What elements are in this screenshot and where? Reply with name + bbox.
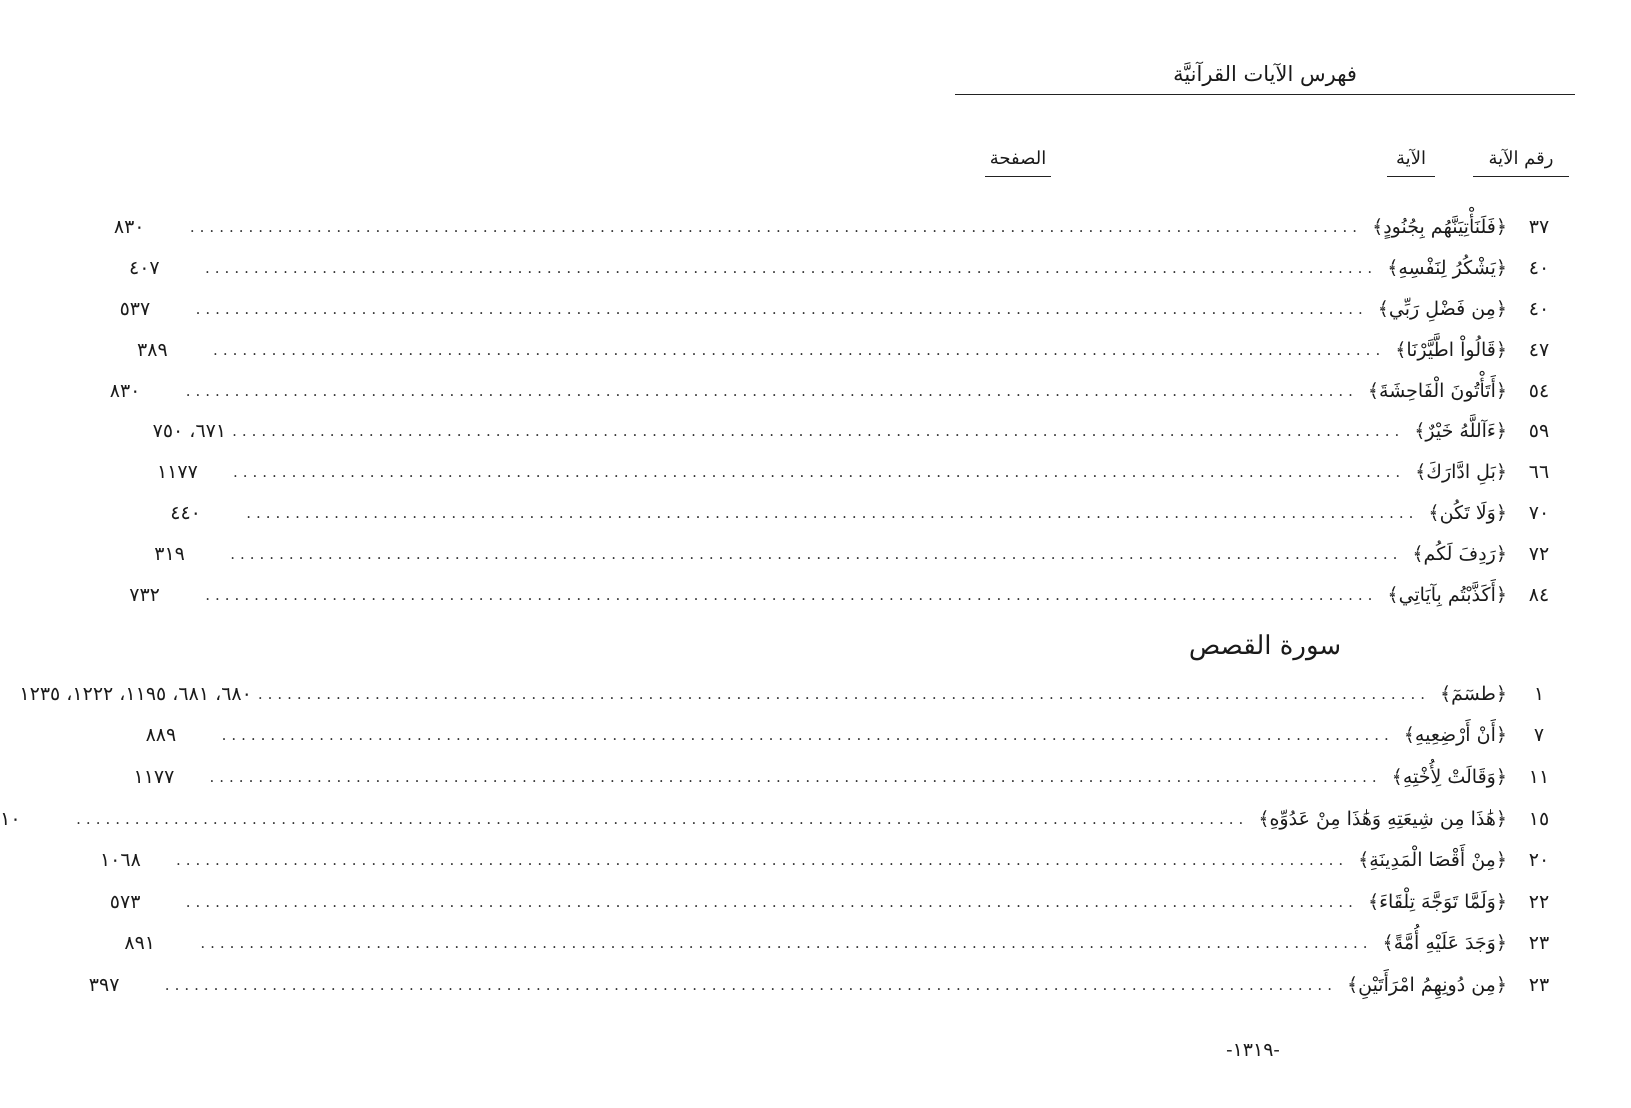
verse-text-wrapper xyxy=(1364,891,1507,913)
dot-leader: ........................................................................................................................ xyxy=(221,726,1394,745)
verse-number: ٢٣ xyxy=(1528,932,1550,955)
page-reference: ٨٣٠ xyxy=(113,216,145,239)
index-row xyxy=(109,881,1571,923)
verse-number: ١٥ xyxy=(1528,807,1550,830)
dot-leader: ........................................................................................................................ xyxy=(185,381,1358,400)
verse-number: ٧٢ xyxy=(1528,542,1550,565)
verse-text: وَجَدَ عَلَيْهِ أُمَّةً xyxy=(1393,932,1496,955)
verse-number: ١١ xyxy=(1528,765,1550,788)
verse-text: هَٰذَا مِن شِيعَتِهِ وَهَٰذَا مِنْ عَدُوِّهِ xyxy=(1269,807,1496,830)
verse-number: ٣٧ xyxy=(1528,216,1550,239)
verse-text-wrapper xyxy=(1364,380,1507,402)
column-header-underline xyxy=(1387,176,1435,177)
surah-heading: سورة القصص xyxy=(1188,631,1342,661)
verse-number: ٤٧ xyxy=(1528,338,1550,361)
ornate-bracket-close: ﴾ xyxy=(1372,216,1384,239)
page-reference: ٤٠٧ xyxy=(129,257,160,280)
page-reference: ٥٣٧ xyxy=(119,297,151,320)
ornate-bracket-close: ﴾ xyxy=(1387,257,1399,280)
verse-text-wrapper xyxy=(1408,543,1507,565)
page-reference: ٨٩١ xyxy=(124,932,155,955)
ornate-bracket-open: ﴿ xyxy=(1495,849,1507,872)
verse-text-wrapper xyxy=(1411,461,1507,483)
index-row xyxy=(119,289,1571,330)
verse-text: وَلَمَّا تَوَجَّهَ تِلْقَاءَ xyxy=(1379,890,1496,913)
ornate-bracket-open: ﴿ xyxy=(1495,542,1507,565)
index-row xyxy=(170,493,1571,534)
ornate-bracket-close: ﴾ xyxy=(1415,461,1427,484)
page-reference: ٣٩٧ xyxy=(88,973,120,996)
index-row xyxy=(152,411,1571,452)
column-header-underline xyxy=(985,176,1051,177)
dot-leader: ........................................................................................................................ xyxy=(232,463,1406,482)
index-row xyxy=(99,839,1571,881)
verse-number: ٤٠ xyxy=(1528,257,1550,280)
verse-text: فَلَنَأْتِيَنَّهُم بِجُنُودٍ xyxy=(1383,216,1496,239)
dot-leader: ........................................................................................................................ xyxy=(205,259,1378,278)
dot-leader: ........................................................................................................................ xyxy=(195,299,1368,318)
verse-text-wrapper xyxy=(1391,339,1507,361)
dot-leader: ........................................................................................................................ xyxy=(76,809,1249,828)
verse-text-wrapper xyxy=(1410,420,1507,442)
ornate-bracket-open: ﴿ xyxy=(1495,338,1507,361)
page-reference: ٦٨٠، ٦٨١، ١١٩٥، ١٢٢٢، ١٢٣٥ xyxy=(19,682,252,705)
ornate-bracket-close: ﴾ xyxy=(1377,297,1389,320)
dot-leader: ........................................................................................................................ xyxy=(175,851,1349,870)
dot-leader: ........................................................................................................................ xyxy=(164,975,1337,994)
verse-text: ءَآللَّهُ خَيْرٌ xyxy=(1425,420,1496,443)
verse-number: ٢٠ xyxy=(1528,849,1550,872)
ornate-bracket-open: ﴿ xyxy=(1495,216,1507,239)
ornate-bracket-open: ﴿ xyxy=(1495,420,1507,443)
ornate-bracket-open: ﴿ xyxy=(1495,973,1507,996)
verse-text-wrapper xyxy=(1424,502,1507,524)
running-head-title: فهرس الآيات القرآنيَّة xyxy=(1173,62,1357,86)
index-row xyxy=(156,452,1571,493)
verse-number: ٨٤ xyxy=(1528,583,1550,606)
verse-text: طسٓمٓ xyxy=(1451,682,1496,705)
verse-number: ٧٠ xyxy=(1528,501,1550,524)
ornate-bracket-close: ﴾ xyxy=(1412,542,1424,565)
verse-number: ٧ xyxy=(1533,724,1545,747)
index-row xyxy=(129,574,1571,615)
verse-text-wrapper xyxy=(1368,216,1507,238)
dot-leader: ........................................................................................................................ xyxy=(213,340,1386,359)
verse-number: ٥٩ xyxy=(1528,420,1550,443)
verse-text-wrapper xyxy=(1379,932,1507,954)
ornate-bracket-open: ﴿ xyxy=(1495,501,1507,524)
page-number: -١٣١٩- xyxy=(1226,1039,1280,1061)
page-reference: ٨٣٠ xyxy=(109,379,141,402)
header-rule xyxy=(955,94,1575,95)
ornate-bracket-open: ﴿ xyxy=(1495,682,1507,705)
ornate-bracket-open: ﴿ xyxy=(1495,890,1507,913)
dot-leader: ........................................................................................................................ xyxy=(185,892,1358,911)
verse-text: وَلَا تَكُن xyxy=(1439,501,1496,524)
verse-text-wrapper xyxy=(1436,683,1507,705)
ornate-bracket-open: ﴿ xyxy=(1495,257,1507,280)
ornate-bracket-open: ﴿ xyxy=(1495,932,1507,955)
verse-text: مِنْ أَقْصَا الْمَدِينَةِ xyxy=(1369,849,1496,872)
index-row xyxy=(145,715,1571,757)
ornate-bracket-close: ﴾ xyxy=(1382,932,1394,955)
verse-index-section-2 xyxy=(0,673,1571,1006)
ornate-bracket-close: ﴾ xyxy=(1367,890,1380,913)
verse-text: رَدِفَ لَكُم xyxy=(1423,542,1496,565)
page-reference: ٤٤٠ xyxy=(170,501,201,524)
ornate-bracket-open: ﴿ xyxy=(1495,461,1507,484)
verse-text: وَقَالَتْ لِأُخْتِهِ xyxy=(1402,765,1496,788)
ornate-bracket-close: ﴾ xyxy=(1403,724,1415,747)
verse-text-wrapper xyxy=(1254,808,1507,830)
ornate-bracket-open: ﴿ xyxy=(1495,765,1507,788)
verse-text-wrapper xyxy=(1374,298,1507,320)
dot-leader: ........................................................................................................................ xyxy=(257,684,1430,703)
index-row xyxy=(133,756,1571,798)
dot-leader: ........................................................................................................................ xyxy=(189,218,1363,237)
ornate-bracket-open: ﴿ xyxy=(1495,297,1507,320)
column-header-verse-label: الآية xyxy=(1396,148,1426,169)
ornate-bracket-open: ﴿ xyxy=(1495,724,1507,747)
page-reference: ١٠٦٨ xyxy=(99,849,141,872)
verse-number: ٥٤ xyxy=(1528,379,1550,402)
column-header-verse-number-label: رقم الآية xyxy=(1488,148,1554,169)
ornate-bracket-close: ﴾ xyxy=(1367,379,1380,402)
verse-number: ٦٦ xyxy=(1528,461,1550,484)
verse-number: ١ xyxy=(1533,682,1545,705)
page-reference: ١١٧٧ xyxy=(133,765,175,788)
verse-text-wrapper xyxy=(1354,849,1507,871)
ornate-bracket-close: ﴾ xyxy=(1395,338,1407,361)
index-row xyxy=(154,533,1571,574)
column-header-page xyxy=(985,146,1051,177)
verse-number: ٤٠ xyxy=(1528,297,1550,320)
column-header-underline xyxy=(1473,176,1569,177)
verse-text-wrapper xyxy=(1388,766,1507,788)
ornate-bracket-close: ﴾ xyxy=(1414,420,1426,443)
dot-leader: ........................................................................................................................ xyxy=(230,544,1403,563)
column-header-page-label: الصفحة xyxy=(989,148,1047,169)
ornate-bracket-close: ﴾ xyxy=(1358,849,1370,872)
verse-text-wrapper xyxy=(1400,724,1507,746)
index-row xyxy=(129,248,1571,289)
page-reference: ٧٣٢ xyxy=(129,583,160,606)
verse-text: أَتَأْتُونَ الْفَاحِشَةَ xyxy=(1379,379,1496,402)
column-header-verse-number xyxy=(1473,146,1569,177)
verse-text: أَكَذَّبْتُم بِآيَاتِي xyxy=(1398,583,1496,606)
verse-text-wrapper xyxy=(1383,584,1507,606)
index-row xyxy=(137,329,1571,370)
verse-text: قَالُواْ اطَّيَّرْنَا xyxy=(1406,338,1496,361)
dot-leader: ........................................................................................................................ xyxy=(200,934,1373,953)
index-row xyxy=(88,964,1571,1006)
verse-text: يَشْكُرُ لِنَفْسِهِ xyxy=(1398,257,1496,280)
ornate-bracket-open: ﴿ xyxy=(1495,807,1507,830)
verse-number: ٢٢ xyxy=(1528,890,1550,913)
dot-leader: ........................................................................................................................ xyxy=(246,503,1419,522)
page-reference: ٦٧١، ٧٥٠ xyxy=(152,420,227,443)
index-row xyxy=(113,207,1571,248)
ornate-bracket-open: ﴿ xyxy=(1495,583,1507,606)
page-reference: ٥٧٣ xyxy=(109,890,141,913)
ornate-bracket-close: ﴾ xyxy=(1428,501,1440,524)
index-row xyxy=(124,923,1571,965)
index-row xyxy=(19,673,1571,715)
verse-text-wrapper xyxy=(1343,974,1507,996)
verse-text: بَلِ ادَّارَكَ xyxy=(1426,461,1496,484)
verse-text: مِن دُونِهِمُ امْرَأَتَيْنِ xyxy=(1358,973,1496,996)
index-row xyxy=(109,370,1571,411)
page-reference: ٨٨٩ xyxy=(145,724,177,747)
verse-index-section-1 xyxy=(109,207,1571,615)
ornate-bracket-close: ﴾ xyxy=(1258,807,1270,830)
page-reference: ١٠ xyxy=(0,807,21,830)
verse-number: ٢٣ xyxy=(1528,973,1550,996)
page-reference: ١١٧٧ xyxy=(156,461,198,484)
ornate-bracket-close: ﴾ xyxy=(1346,973,1359,996)
index-row xyxy=(0,798,1571,840)
ornate-bracket-open: ﴿ xyxy=(1495,379,1507,402)
page-reference: ٣٨٩ xyxy=(137,338,168,361)
verse-text: مِن فَضْلِ رَبِّي xyxy=(1388,297,1496,320)
ornate-bracket-close: ﴾ xyxy=(1440,682,1452,705)
dot-leader: ........................................................................................................................ xyxy=(205,585,1378,604)
ornate-bracket-close: ﴾ xyxy=(1387,583,1399,606)
page-reference: ٣١٩ xyxy=(154,542,185,565)
dot-leader: ........................................................................................................................ xyxy=(232,422,1405,441)
verse-text: أَنْ أَرْضِعِيهِ xyxy=(1414,724,1496,747)
dot-leader: ........................................................................................................................ xyxy=(209,767,1382,786)
column-header-verse xyxy=(1387,146,1435,177)
ornate-bracket-close: ﴾ xyxy=(1391,765,1403,788)
verse-text-wrapper xyxy=(1383,257,1507,279)
